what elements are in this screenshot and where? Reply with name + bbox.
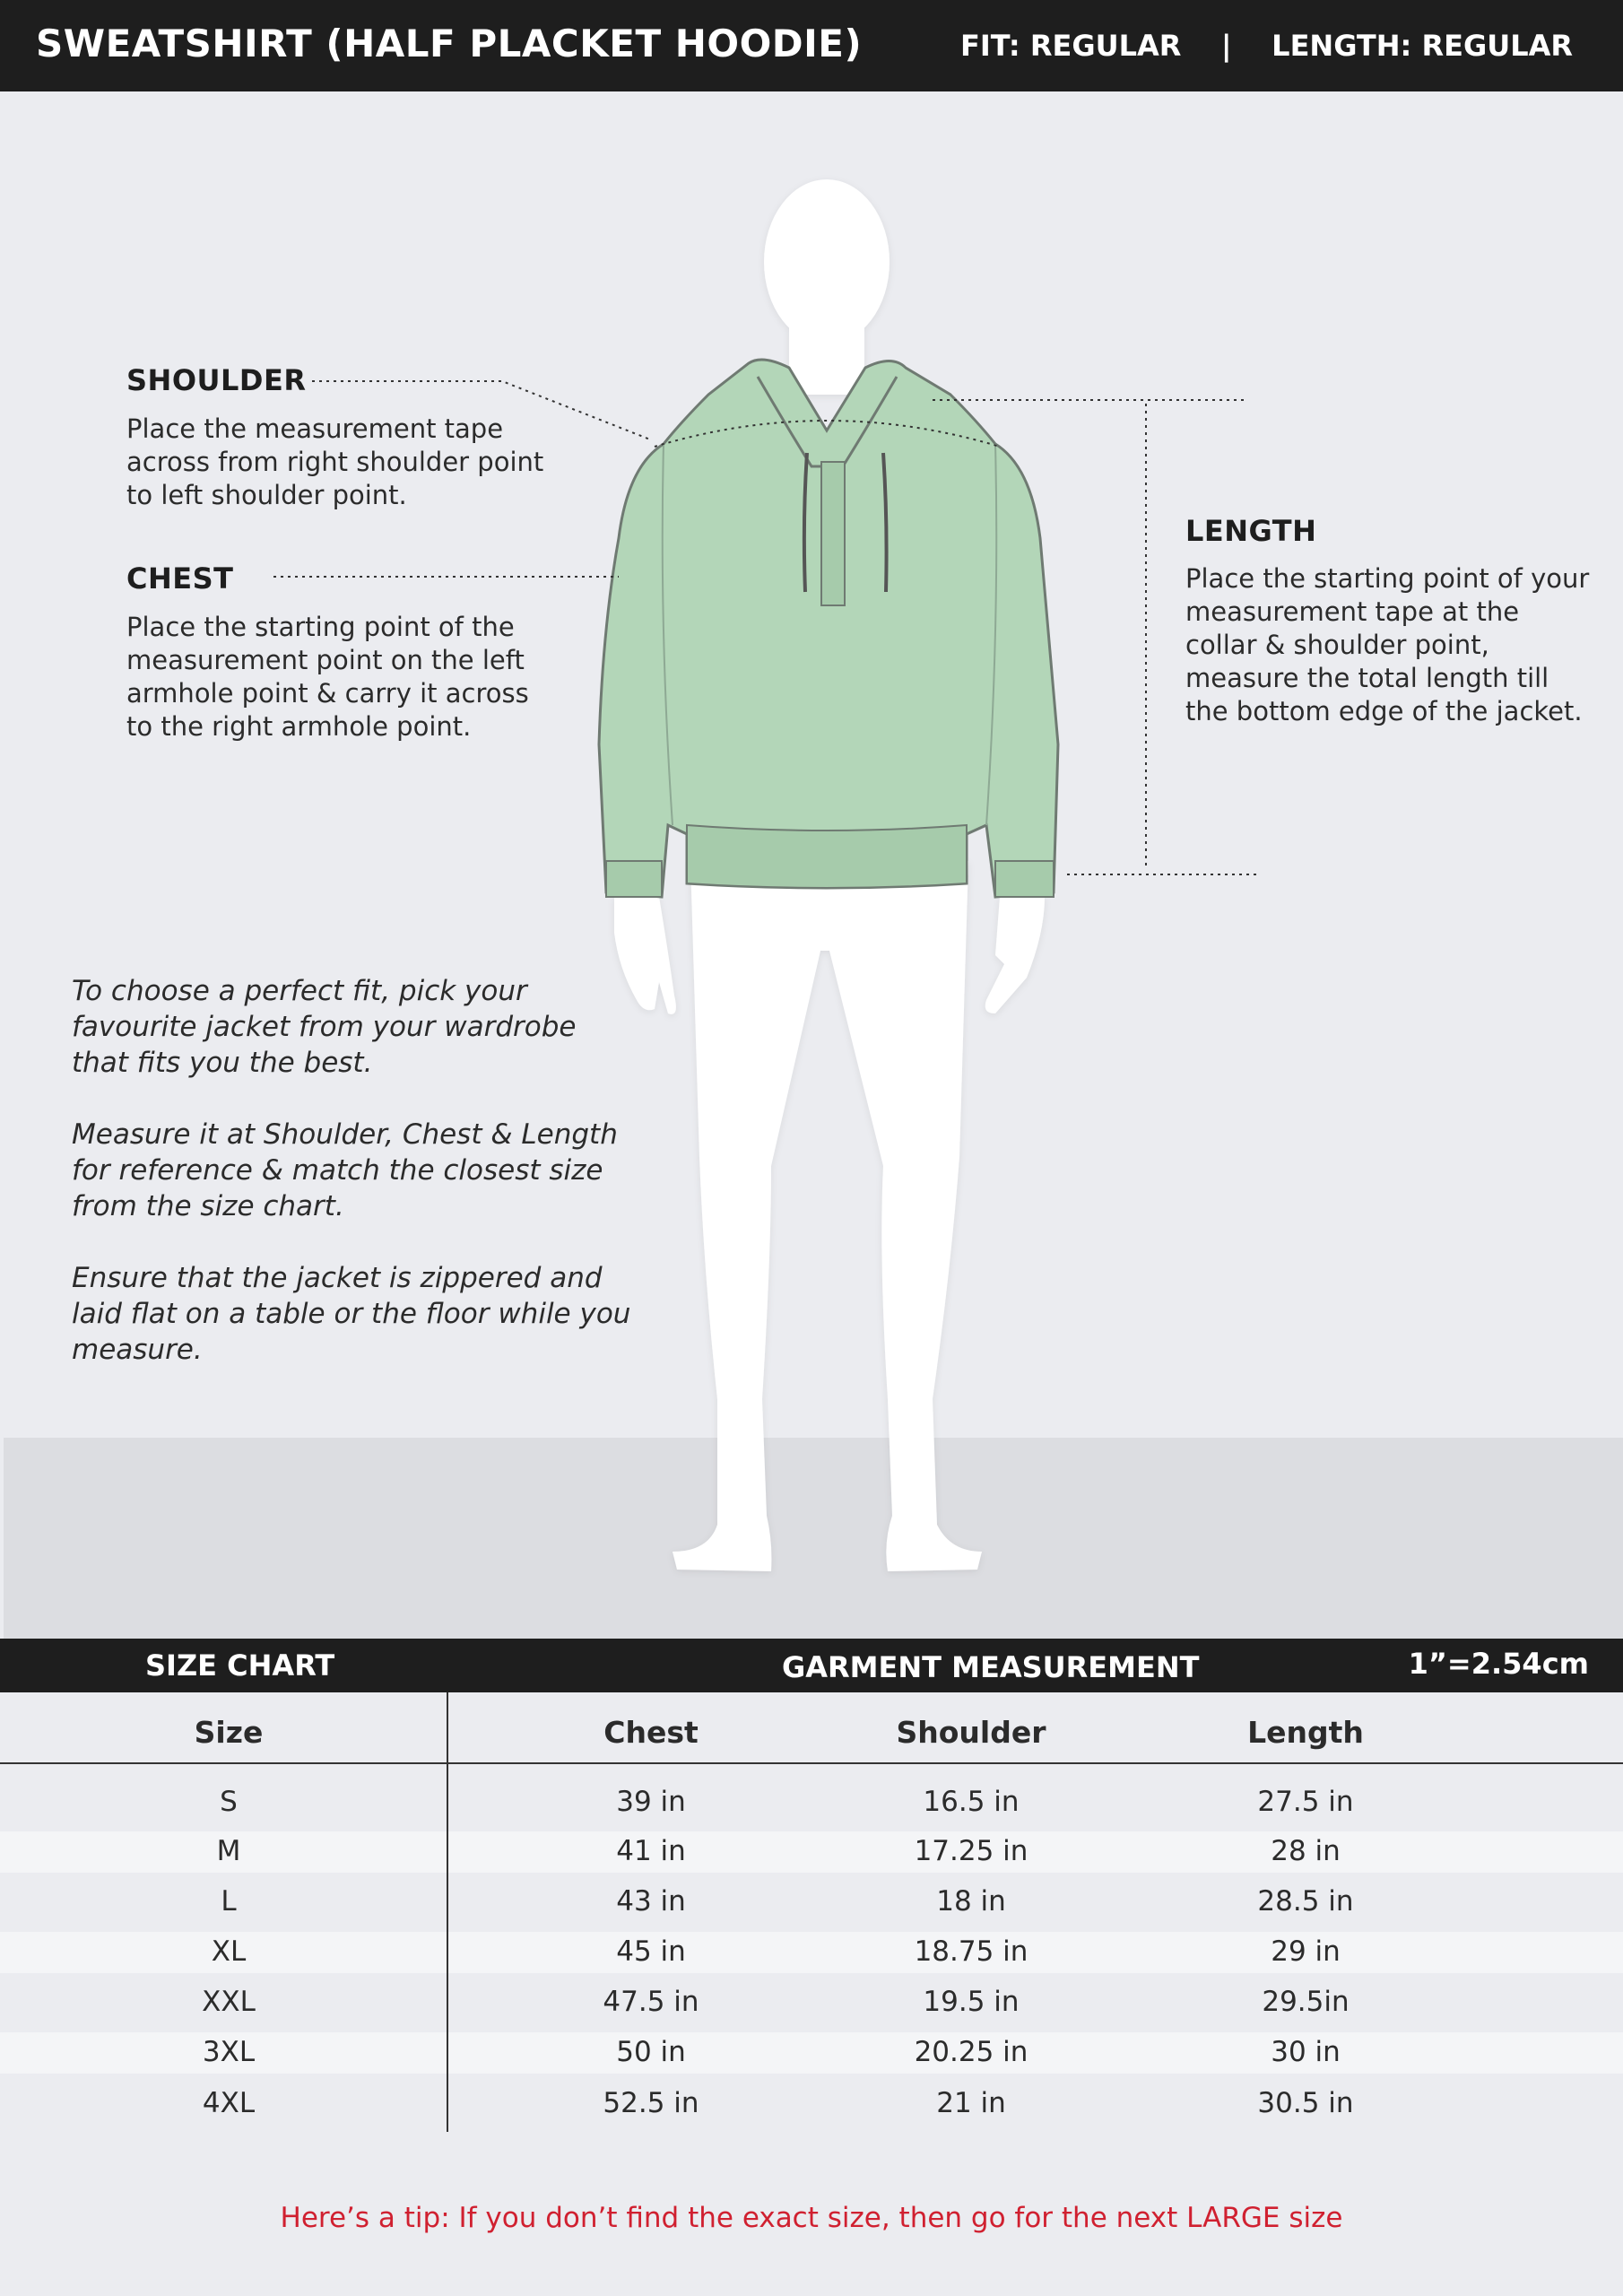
cell-chest: 45 in [616, 1935, 686, 1968]
cell-chest: 50 in [616, 2036, 686, 2068]
product-title: SWEATSHIRT (HALF PLACKET HOODIE) [36, 22, 863, 65]
cell-chest: 41 in [616, 1835, 686, 1867]
cell-size: XL [211, 1935, 247, 1968]
cell-shoulder: 19.5 in [923, 1986, 1020, 2018]
cell-length: 28 in [1271, 1835, 1341, 1867]
chest-instructions: Place the starting point of the measurement point on the left armhole point & carry it across to the right armhole point. [126, 612, 529, 742]
chest-heading: CHEST [126, 561, 234, 596]
fit-tip-1: To choose a perfect fit, pick your favourite jacket from your wardrobe that fits you the best. [72, 975, 577, 1079]
cell-length: 30.5 in [1257, 2087, 1354, 2119]
cell-length: 29.5in [1262, 1986, 1350, 2018]
col-header-size: Size [194, 1715, 264, 1750]
cell-chest: 52.5 in [603, 2087, 699, 2119]
cell-chest: 39 in [616, 1786, 686, 1818]
cell-chest: 47.5 in [603, 1986, 699, 2018]
footer-tip: Here’s a tip: If you don’t find the exact size, then go for the next LARGE size [280, 2202, 1343, 2234]
size-chart-title: SIZE CHART [145, 1648, 335, 1683]
column-divider [447, 1692, 448, 2132]
size-chart-header [0, 1639, 1623, 1692]
cell-size: 3XL [202, 2036, 256, 2068]
cell-shoulder: 18.75 in [914, 1935, 1028, 1968]
cell-size: 4XL [202, 2087, 256, 2119]
cell-length: 27.5 in [1257, 1786, 1354, 1818]
length-heading: LENGTH [1185, 514, 1317, 548]
col-header-chest: Chest [603, 1715, 699, 1750]
shoulder-heading: SHOULDER [126, 363, 307, 397]
header-divider [0, 1762, 1623, 1764]
cell-length: 29 in [1271, 1935, 1341, 1968]
col-header-shoulder: Shoulder [896, 1715, 1046, 1750]
cell-length: 28.5 in [1257, 1885, 1354, 1918]
cell-shoulder: 18 in [936, 1885, 1006, 1918]
fit-tip-3: Ensure that the jacket is zippered and laid flat on a table or the floor while you measure. [72, 1262, 631, 1366]
cell-size: XXL [202, 1986, 256, 2018]
cell-size: S [220, 1786, 238, 1818]
shoulder-instructions: Place the measurement tape across from right shoulder point to left shoulder point. [126, 413, 544, 510]
cell-shoulder: 21 in [936, 2087, 1006, 2119]
length-instructions: Place the starting point of your measurement tape at the collar & shoulder point, measure the total length till the bottom edge of the jacket. [1185, 563, 1590, 726]
cell-chest: 43 in [616, 1885, 686, 1918]
garment-measurement-title: GARMENT MEASUREMENT [782, 1650, 1200, 1684]
fit-info: FIT: REGULAR | LENGTH: REGULAR [960, 29, 1573, 63]
cell-shoulder: 17.25 in [914, 1835, 1028, 1867]
col-header-length: Length [1247, 1715, 1364, 1750]
cell-length: 30 in [1271, 2036, 1341, 2068]
unit-conversion: 1”=2.54cm [1408, 1647, 1589, 1681]
cell-size: L [221, 1885, 237, 1918]
cell-shoulder: 20.25 in [914, 2036, 1028, 2068]
cell-shoulder: 16.5 in [923, 1786, 1020, 1818]
cell-size: M [216, 1835, 241, 1867]
hoodie-illustration [599, 360, 1058, 897]
fit-tip-2: Measure it at Shoulder, Chest & Length for reference & match the closest size from the size chart. [72, 1118, 618, 1222]
